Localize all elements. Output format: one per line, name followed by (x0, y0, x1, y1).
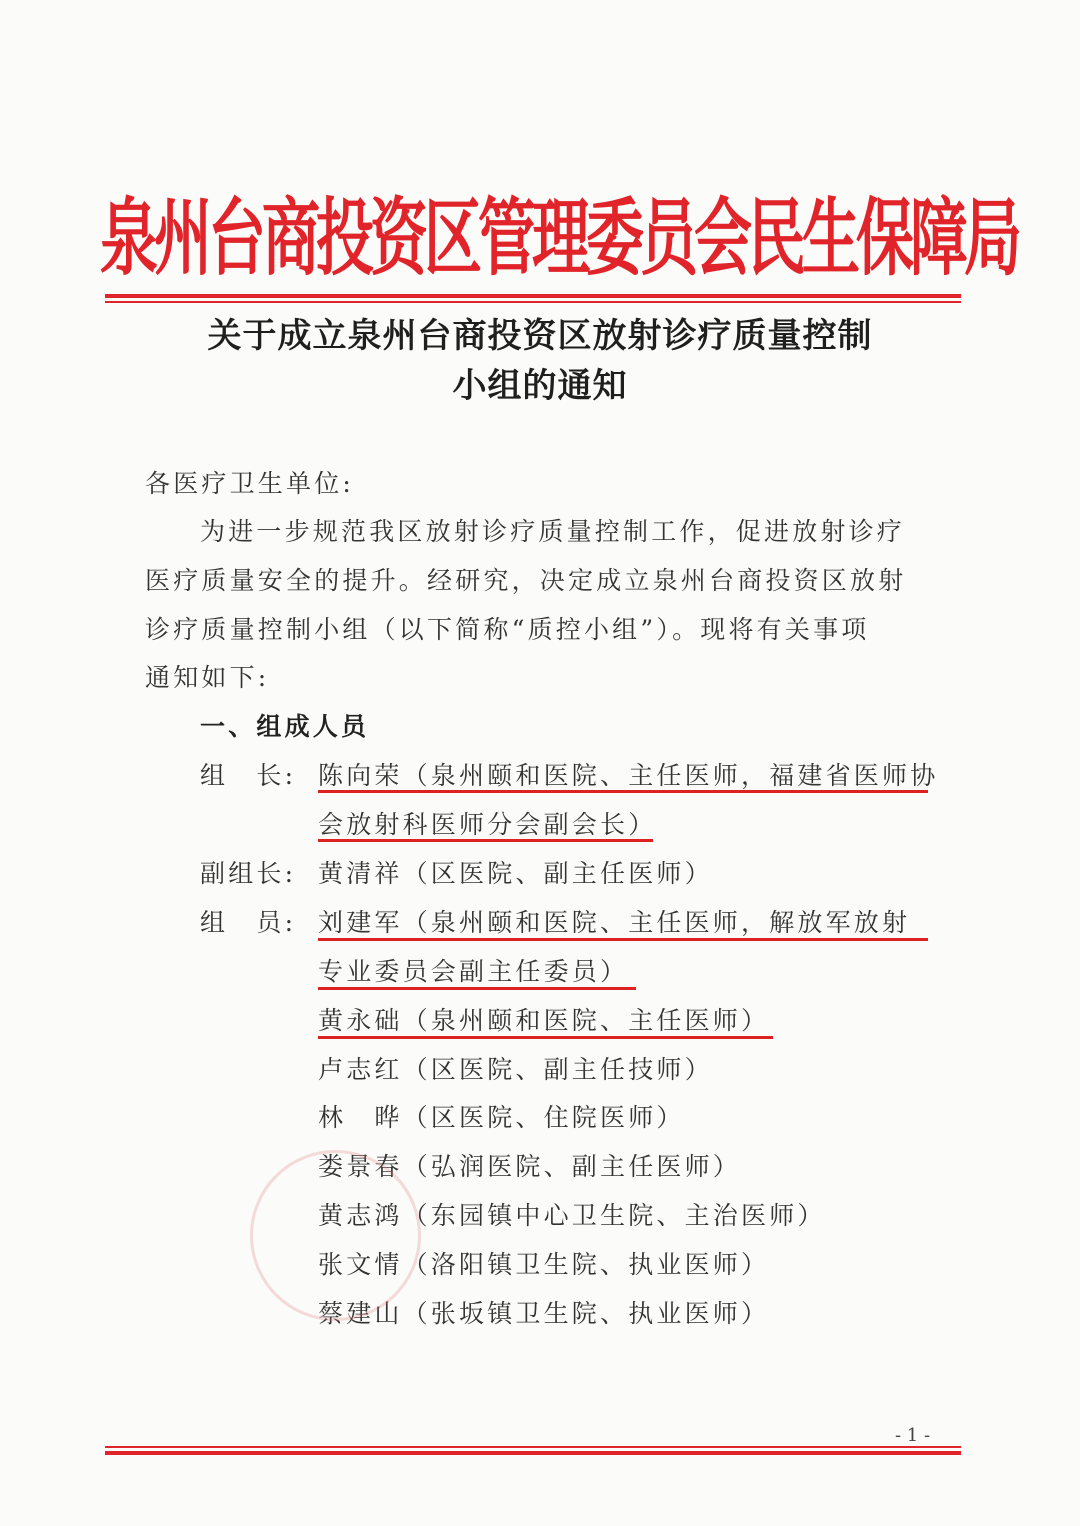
members-label: 组 员: (200, 908, 297, 937)
header-divider (105, 294, 961, 298)
header-divider-thin (105, 301, 961, 303)
deputy: 黄清祥（区医院、副主任医师） (318, 859, 713, 888)
leader-line: 会放射科医师分会副会长） (318, 810, 657, 839)
red-underline (318, 839, 653, 842)
document-title-line1: 关于成立泉州台商投资区放射诊疗质量控制 (207, 316, 873, 356)
member: 林 晔（区医院、住院医师） (318, 1103, 685, 1132)
footer-divider-thin (105, 1446, 961, 1448)
footer-divider (105, 1451, 961, 1455)
member: 蔡建山（张坂镇卫生院、执业医师） (318, 1299, 770, 1328)
member: 黄永础（泉州颐和医院、主任医师） (318, 1006, 770, 1035)
member: 刘建军（泉州颐和医院、主任医师，解放军放射 (318, 908, 911, 937)
member: 卢志红（区医院、副主任技师） (318, 1055, 713, 1084)
member: 娄景春（弘润医院、副主任医师） (318, 1152, 742, 1181)
leader-line: 陈向荣（泉州颐和医院、主任医师，福建省医师协 (318, 761, 939, 790)
leader-label: 组 长: (200, 761, 297, 790)
member: 张文情（洛阳镇卫生院、执业医师） (318, 1250, 770, 1279)
paragraph-line: 诊疗质量控制小组（以下简称“质控小组”）。现将有关事项 (145, 615, 870, 644)
salutation: 各医疗卫生单位: (145, 469, 355, 498)
member: 专业委员会副主任委员） (318, 957, 629, 986)
paragraph-line: 通知如下: (145, 663, 270, 692)
page-number: - 1 - (895, 1425, 931, 1446)
section-heading: 一、组成人员 (200, 712, 370, 741)
red-underline (318, 987, 636, 990)
official-seal-faint (250, 1150, 421, 1321)
red-underline (318, 790, 928, 793)
red-underline (318, 938, 928, 941)
paragraph-line: 医疗质量安全的提升。经研究，决定成立泉州台商投资区放射 (145, 566, 907, 595)
paragraph-line: 为进一步规范我区放射诊疗质量控制工作，促进放射诊疗 (200, 517, 906, 546)
issuer-header: 泉州台商投资区管理委员会民生保障局 (100, 188, 1019, 288)
member: 黄志鸿（东园镇中心卫生院、主治医师） (318, 1201, 826, 1230)
document-title-line2: 小组的通知 (452, 366, 628, 406)
red-underline (318, 1036, 773, 1039)
deputy-label: 副组长: (200, 859, 297, 888)
